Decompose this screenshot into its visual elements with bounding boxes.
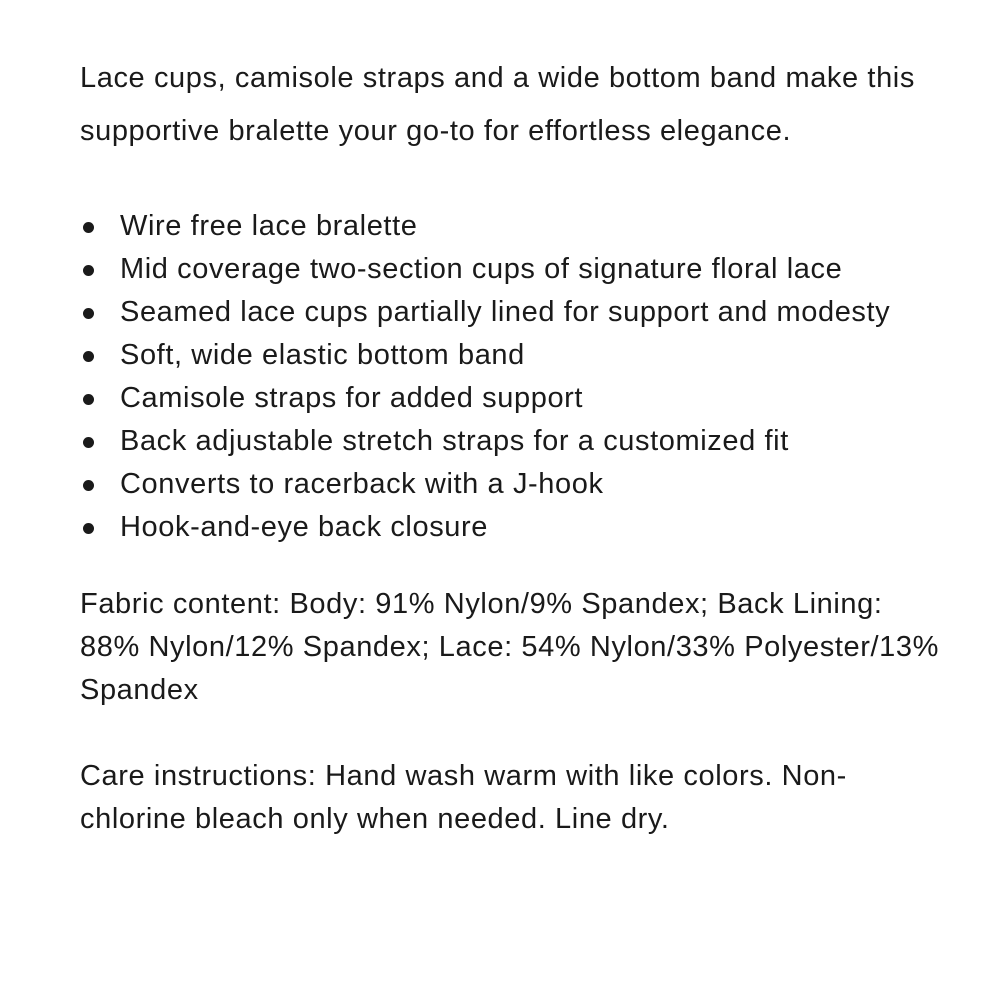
bullet-icon (83, 308, 94, 319)
feature-text: Wire free lace bralette (120, 210, 418, 242)
list-item (80, 248, 950, 291)
list-item (80, 377, 950, 420)
feature-text: Mid coverage two-section cups of signature floral lace (120, 253, 843, 285)
list-item (80, 205, 950, 248)
list-item (80, 463, 950, 506)
bullet-icon (83, 222, 94, 233)
bullet-icon (83, 394, 94, 405)
feature-text: Camisole straps for added support (120, 382, 584, 414)
list-item (80, 334, 950, 377)
list-item (80, 291, 950, 334)
product-description (80, 52, 950, 841)
bullet-icon (83, 523, 94, 534)
list-item (80, 420, 950, 463)
feature-text: Seamed lace cups partially lined for support and modesty (120, 296, 891, 328)
bullet-icon (83, 351, 94, 362)
feature-text: Soft, wide elastic bottom band (120, 339, 525, 371)
bullet-icon (83, 480, 94, 491)
fabric-content: Fabric content: Body: 91% Nylon/9% Spandex; Back Lining: 88% Nylon/12% Spandex; Lace: 54% Nylon/33% Polyester/13% Spandex (80, 588, 939, 706)
list-item (80, 506, 950, 549)
feature-text: Back adjustable stretch straps for a customized fit (120, 425, 789, 457)
feature-text: Hook-and-eye back closure (120, 511, 489, 543)
bullet-icon (83, 437, 94, 448)
care-instructions: Care instructions: Hand wash warm with like colors. Non-chlorine bleach only when needed. Line dry. (80, 760, 847, 835)
feature-text: Converts to racerback with a J-hook (120, 468, 604, 500)
intro-paragraph: Lace cups, camisole straps and a wide bottom band make this supportive bralette your go-to for effortless elegance. (80, 62, 915, 147)
feature-list (80, 205, 950, 549)
bullet-icon (83, 265, 94, 276)
